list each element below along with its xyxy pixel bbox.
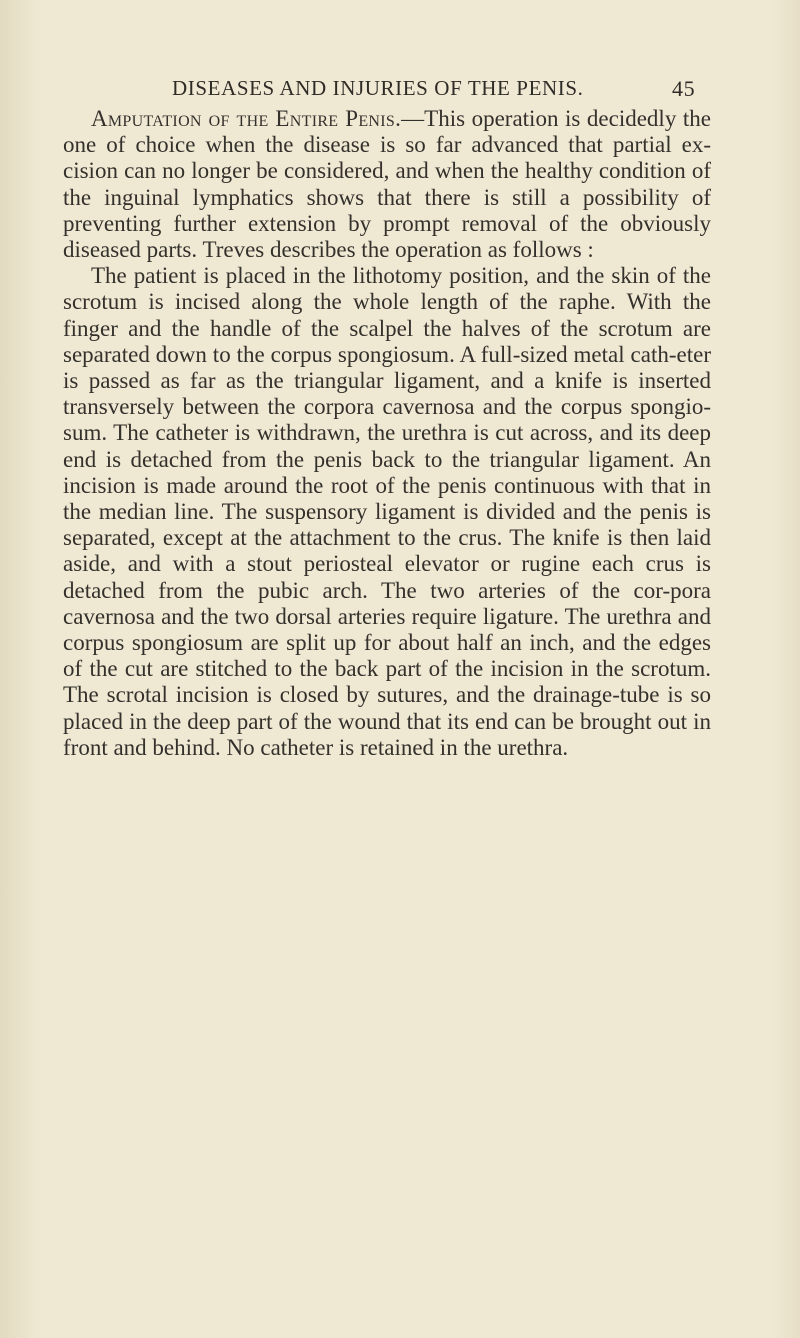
section-heading: Amputation of the Entire Penis. bbox=[91, 106, 402, 131]
page-number: 45 bbox=[672, 76, 696, 101]
intro-paragraph bbox=[63, 106, 711, 263]
running-head-title: DISEASES AND INJURIES OF THE PENIS. bbox=[172, 76, 584, 100]
body-text bbox=[63, 106, 711, 761]
intro-text: —This operation is decidedly the one of choice when the disease is so far advanced that partial ex-cision can no longer be considered, and when the healthy condition of the inguinal lymphatics shows that there is still a possibility of preventing further extension by prompt removal of the obviously diseased parts. Treves describes the operation as follows : bbox=[63, 106, 711, 263]
procedure-paragraph: The patient is placed in the lithotomy position, and the skin of the scrotum is incised along the whole length of the raphe. With the finger and the handle of the scalpel the halves of the scrotum are separated down to the corpus spongiosum. A full-sized metal cath-eter is passed as far as the triangular ligament, and a knife is inserted transversely between the corpora cavernosa and the corpus spongio-sum. The catheter is withdrawn, the urethra is cut across, and its deep end is detached from the penis back to the triangular ligament. An incision is made around the root of the penis continuous with that in the median line. The suspensory ligament is divided and the penis is separated, except at the attachment to the crus. The knife is then laid aside, and with a stout periosteal elevator or rugine each crus is detached from the pubic arch. The two arteries of the cor-pora cavernosa and the two dorsal arteries require ligature. The urethra and corpus spongiosum are split up for about half an inch, and the edges of the cut are stitched to the back part of the incision in the scrotum. The scrotal incision is closed by sutures, and the drainage-tube is so placed in the deep part of the wound that its end can be brought out in front and behind. No catheter is retained in the urethra. bbox=[63, 263, 711, 760]
